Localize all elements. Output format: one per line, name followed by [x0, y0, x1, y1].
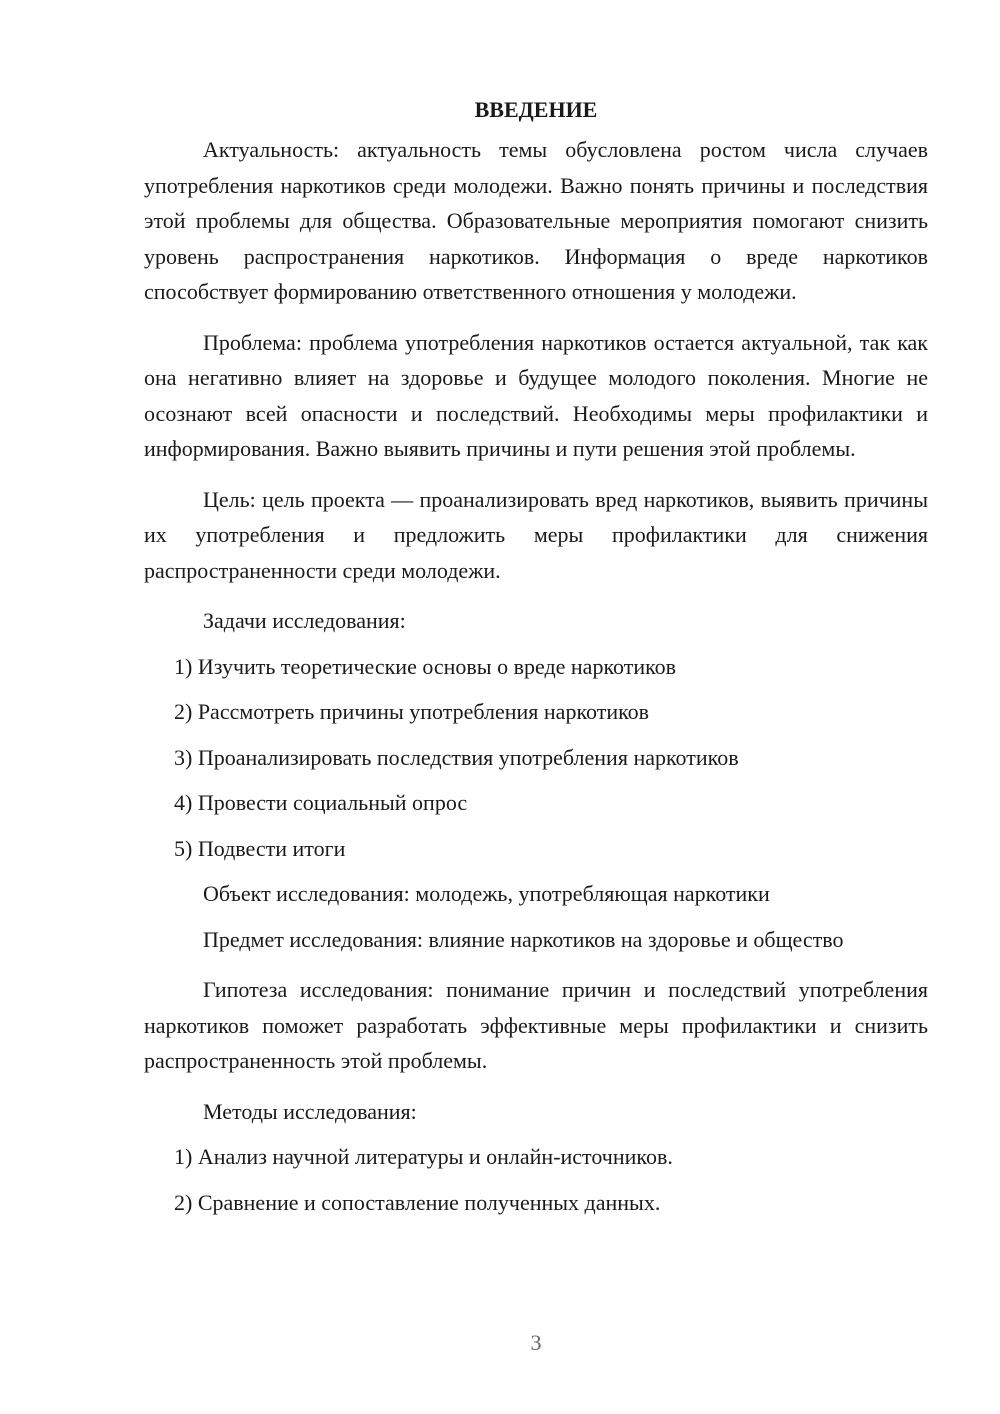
section-title: ВВЕДЕНИЕ	[474, 97, 598, 122]
tasks-label: Задачи исследования:	[203, 608, 406, 633]
document-page	[144, 92, 928, 1230]
method-item: 1) Анализ научной литературы и онлайн-источников.	[174, 1144, 673, 1169]
object-paragraph: Объект исследования: молодежь, употребляющая наркотики	[203, 881, 770, 906]
task-item: 5) Подвести итоги	[174, 835, 346, 861]
subject-paragraph: Предмет исследования: влияние наркотиков на здоровье и общество	[203, 926, 844, 952]
task-item: 3) Проанализировать последствия употребления наркотиков	[174, 744, 739, 770]
page-number: 3	[530, 1330, 542, 1355]
task-item: 1) Изучить теоретические основы о вреде наркотиков	[174, 653, 677, 679]
method-item: 2) Сравнение и сопоставление полученных данных.	[174, 1189, 661, 1215]
hypothesis-paragraph: Гипотеза исследования: понимание причин и последствий употребления наркотиков поможет разработать эффективные меры профилактики и снизить распространенность этой проблемы.	[144, 977, 928, 1073]
methods-label: Методы исследования:	[203, 1098, 417, 1124]
relevance-paragraph: Актуальность: актуальность темы обусловлена ростом числа случаев употребления наркотиков среди молодежи. Важно понять причины и последствия этой проблемы для общества. Образовательные мероприятия помогают снизить уровень распространения наркотиков. Информация о вреде наркотиков способствует формированию ответственного отношения у молодежи.	[144, 137, 928, 304]
task-item: 2) Рассмотреть причины употребления наркотиков	[174, 699, 650, 724]
problem-paragraph: Проблема: проблема употребления наркотиков остается актуальной, так как она негативно влияет на здоровье и будущее молодого поколения. Многие не осознают всей опасности и последствий. Необходимы меры профилактики и информирования. Важно выявить причины и пути решения этой проблемы.	[144, 329, 928, 461]
goal-paragraph: Цель: цель проекта — проанализировать вред наркотиков, выявить причины их употребления и предложить меры профилактики для снижения распространенности среди молодежи.	[144, 486, 928, 583]
task-item: 4) Провести социальный опрос	[174, 790, 468, 815]
